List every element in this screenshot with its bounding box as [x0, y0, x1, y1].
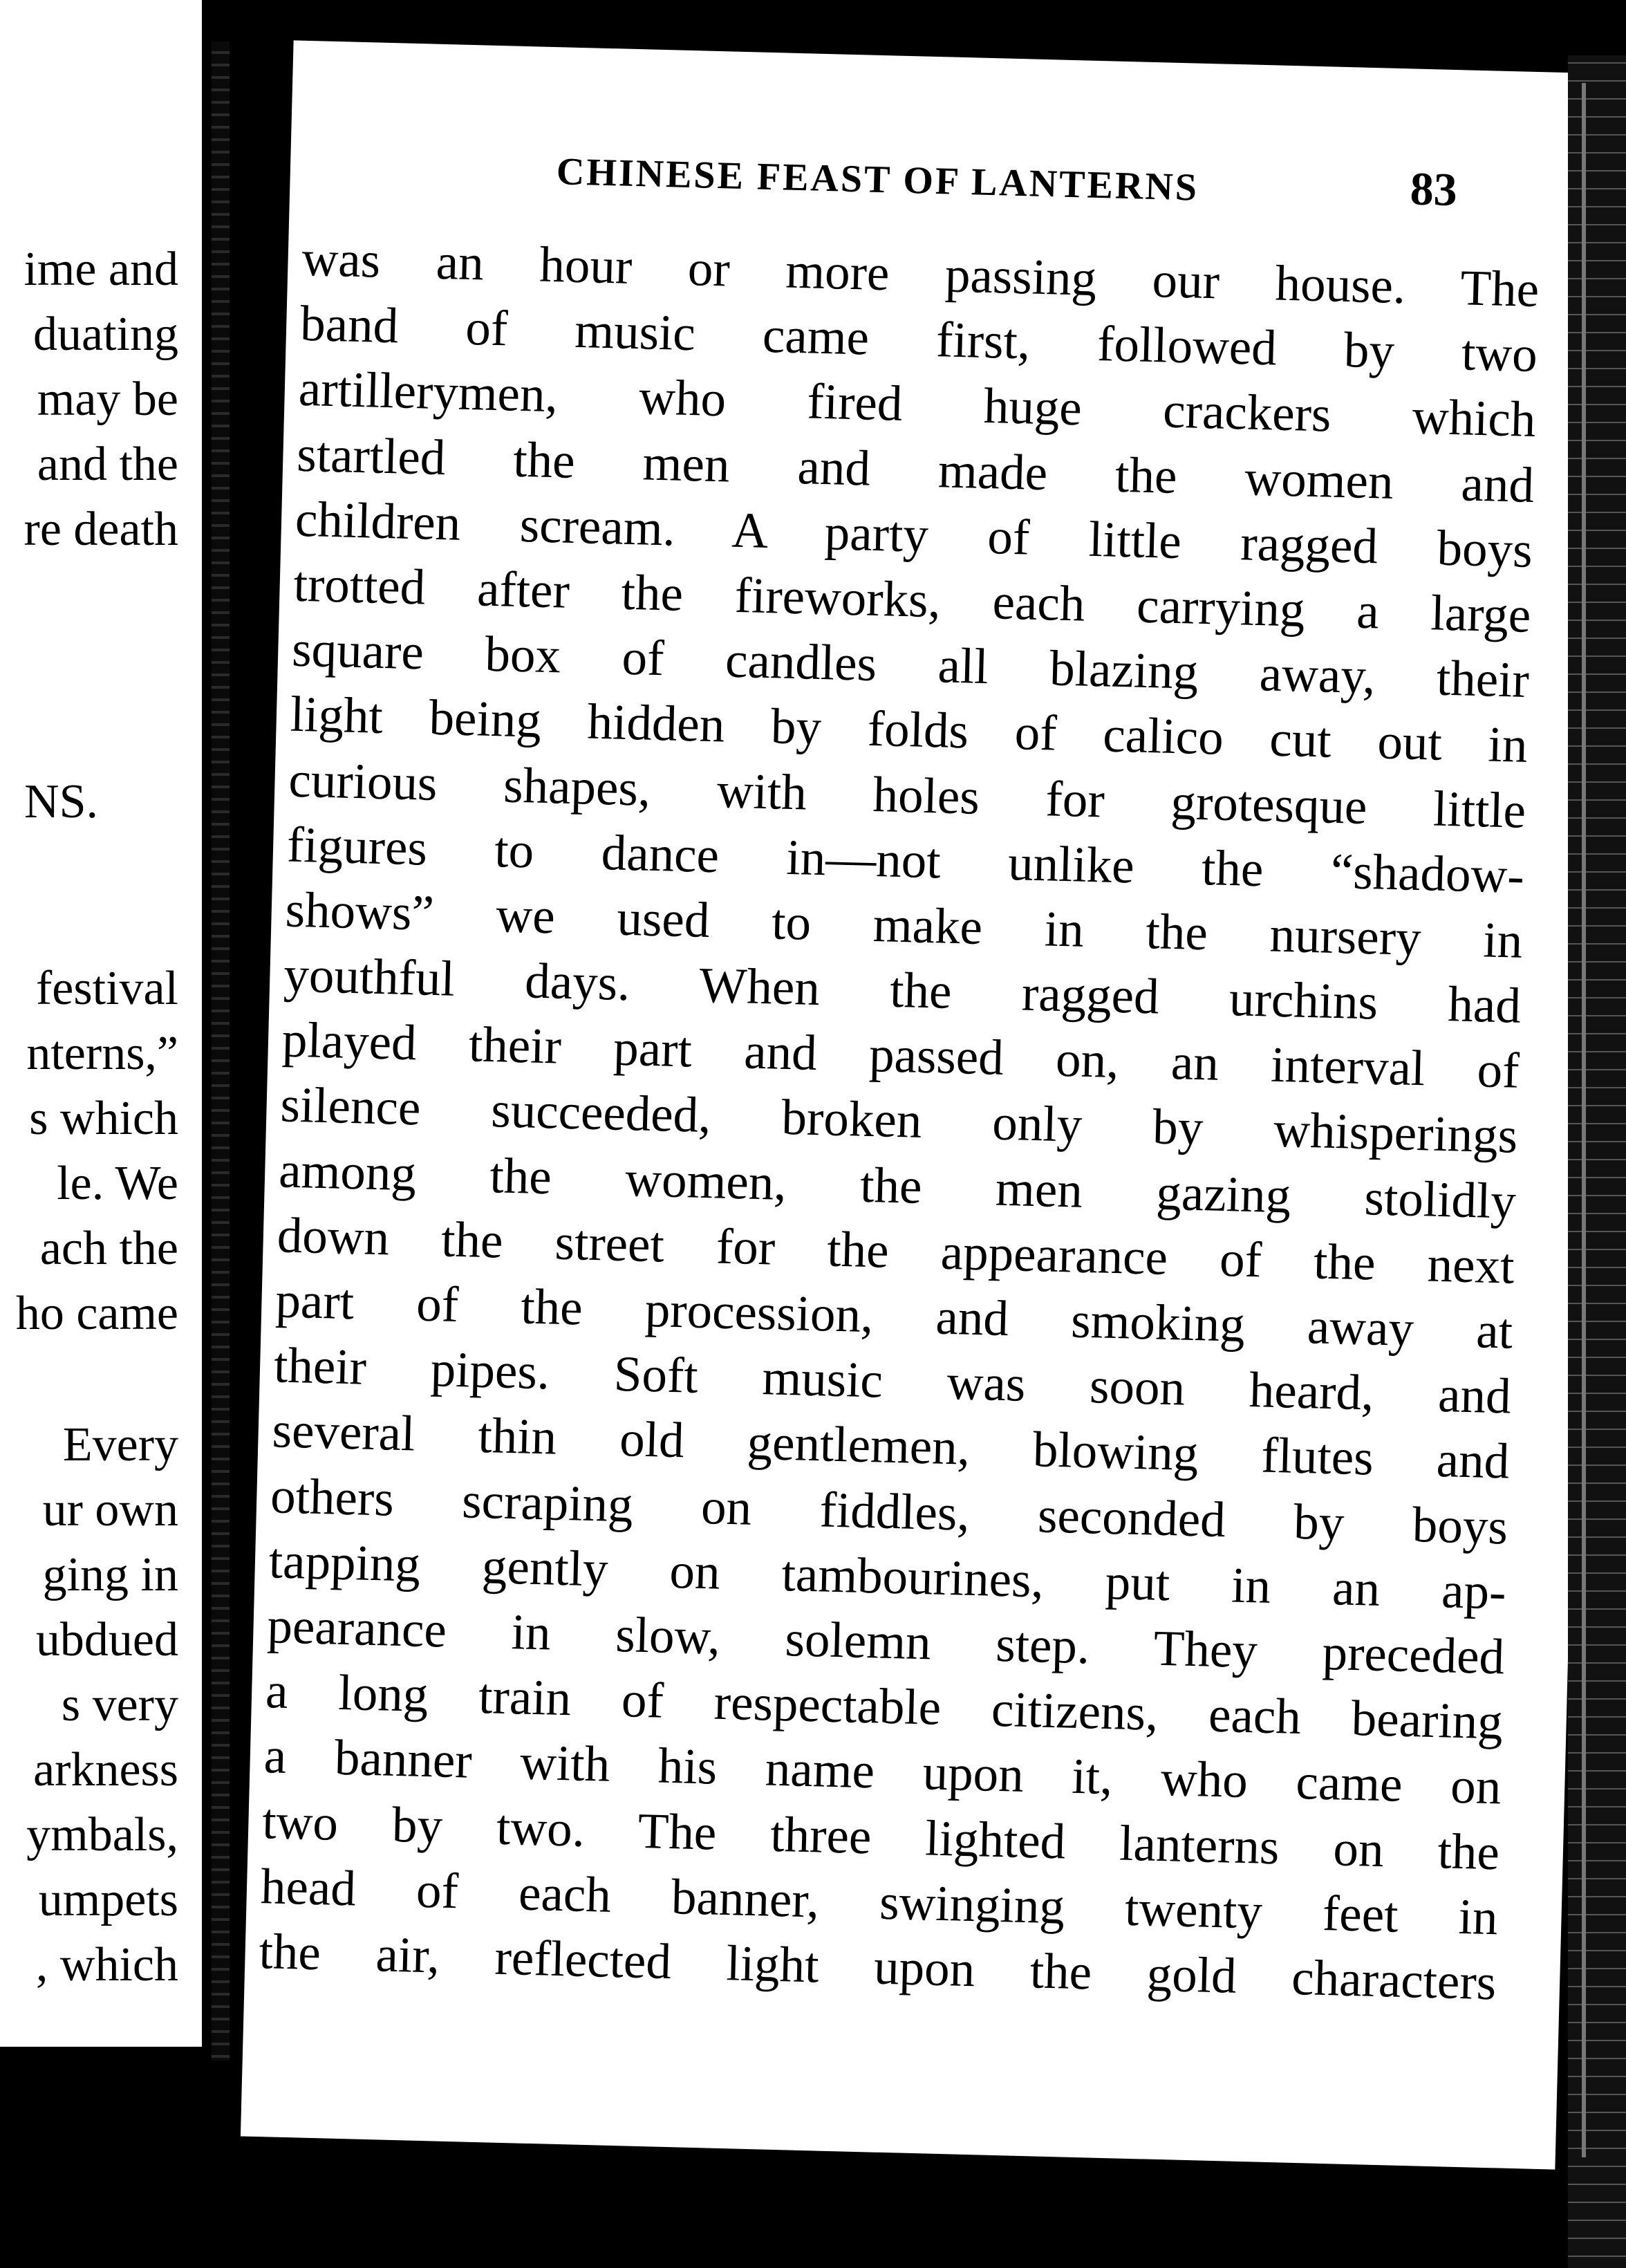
left-page-line: re death — [24, 503, 178, 556]
text-line: down the street for the appearance of the next — [276, 1207, 1515, 1294]
left-page-line: s very — [61, 1678, 178, 1731]
text-line: a long train of respectable citizens, each bearing — [265, 1662, 1504, 1750]
left-page-line: ur own — [42, 1483, 178, 1536]
left-page-line: Every — [62, 1418, 178, 1471]
text-line: artillerymen, who fired huge crackers which — [297, 360, 1537, 448]
left-page-line: umpets — [38, 1873, 178, 1926]
text-line: among the women, the men gazing stolidly — [278, 1142, 1517, 1229]
left-page-line: ach the — [39, 1222, 178, 1275]
left-page-heading-fragment: NS. — [24, 775, 98, 828]
text-line: head of each banner, swinging twenty feet in — [260, 1857, 1499, 1946]
fore-edge-highlight — [1582, 83, 1586, 2157]
text-line: was an hour or more passing our house. The — [301, 230, 1540, 318]
left-page-line: ubdued — [35, 1613, 178, 1666]
left-page-line: s which — [29, 1092, 178, 1145]
text-line: trotted after the fireworks, each carrying a large — [292, 555, 1532, 643]
text-line: band of music came first, followed by two — [299, 295, 1538, 383]
left-page-line: ho came — [15, 1287, 178, 1340]
left-page-line: and the — [37, 438, 178, 491]
text-line: their pipes. Soft music was soon heard, and — [273, 1337, 1512, 1424]
text-line: curious shapes, with holes for grotesque little — [288, 751, 1527, 839]
previous-page-fragment — [0, 0, 202, 2047]
gutter-page-edges — [212, 41, 230, 2061]
left-page-line: festival — [35, 962, 178, 1015]
left-page-line: nterns,” — [26, 1027, 178, 1080]
text-line: children scream. A party of little ragged boys — [295, 490, 1533, 578]
left-page-line: , which — [35, 1938, 178, 1991]
left-page-line: le. We — [57, 1157, 178, 1210]
text-line: light being hidden by folds of calico cut out in — [289, 685, 1529, 774]
text-line: played their part and passed on, an interval of — [281, 1011, 1520, 1099]
text-line: silence succeeded, broken only by whisperings — [279, 1076, 1519, 1164]
text-line: the air, reflected light upon the gold characters — [258, 1922, 1497, 2011]
book-page — [241, 40, 1608, 2169]
text-line: figures to dance in—not unlike the “shadow- — [286, 816, 1525, 904]
left-page-line: ime and — [24, 243, 178, 296]
text-line: square box of candles all blazing away, their — [291, 620, 1530, 709]
text-line: pearance in slow, solemn step. They preceded — [266, 1597, 1506, 1685]
text-line: others scraping on fiddles, seconded by boys — [270, 1467, 1508, 1555]
text-line: shows” we used to make in the nursery in — [284, 881, 1524, 969]
book-fore-edge — [1568, 55, 1626, 2268]
running-head: CHINESE FEAST OF LANTERNS — [556, 150, 1199, 210]
left-page-line: duating — [33, 308, 178, 361]
text-line: youthful days. When the ragged urchins had — [283, 946, 1522, 1034]
page-number: 83 — [1409, 162, 1458, 216]
left-page-line: arkness — [33, 1743, 178, 1796]
body-text — [259, 226, 1540, 2016]
text-line: tapping gently on tambourines, put in an ap- — [268, 1532, 1507, 1620]
text-line: part of the procession, and smoking away at — [274, 1272, 1514, 1359]
left-page-line: ging in — [42, 1548, 178, 1601]
left-page-line: ymbals, — [26, 1808, 178, 1861]
left-page-line: may be — [37, 373, 178, 426]
text-line: several thin old gentlemen, blowing flutes and — [271, 1402, 1511, 1489]
text-line: two by two. The three lighted lanterns on the — [261, 1792, 1500, 1880]
text-line: startled the men and made the women and — [296, 425, 1535, 513]
text-line: a banner with his name upon it, who came on — [263, 1727, 1502, 1815]
